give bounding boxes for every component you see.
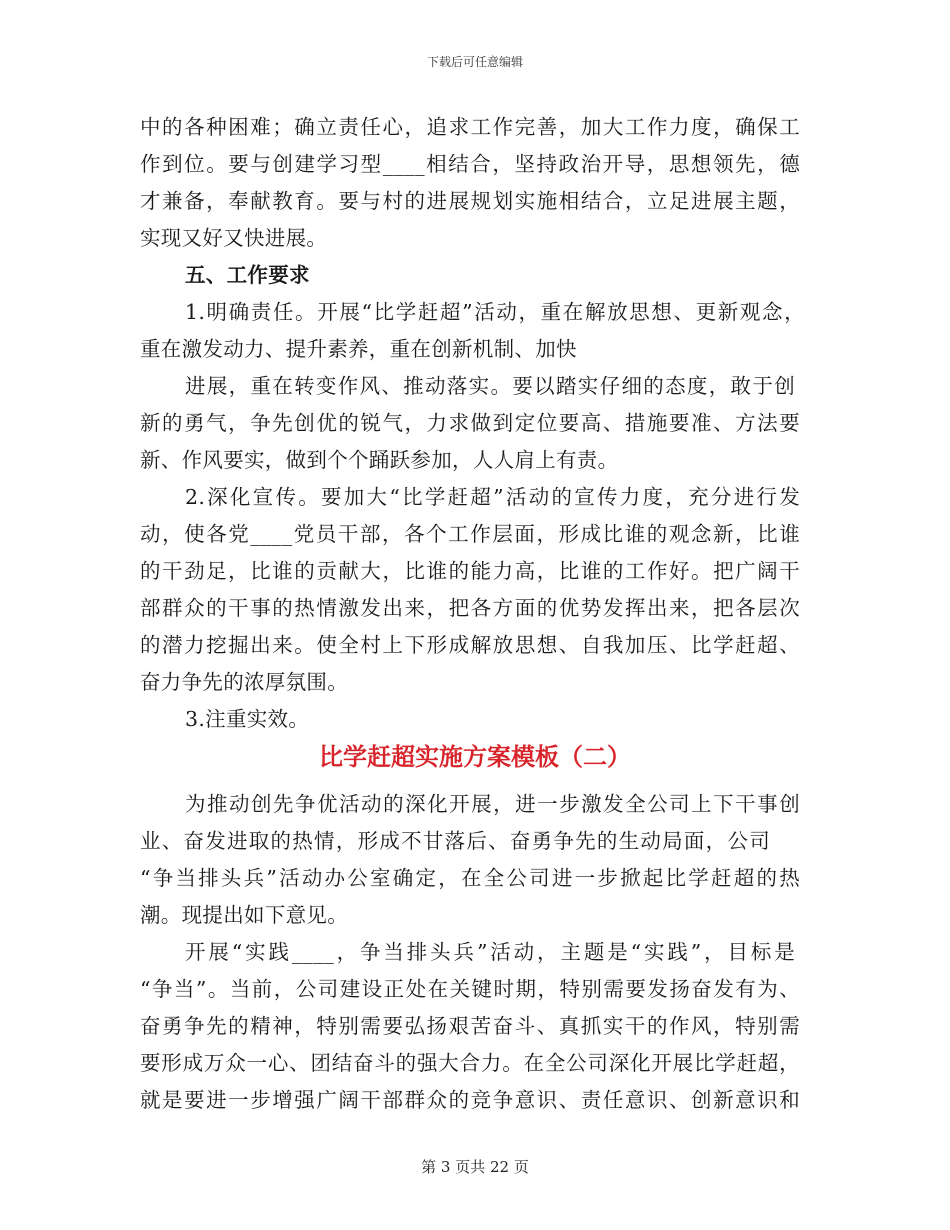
- body-line: 重在激发动力、提升素养，重在创新机制、加快: [140, 337, 577, 361]
- page-footer: 第 3 页共 22 页: [421, 1158, 529, 1176]
- body-line: “争当排头兵”活动办公室确定，在全公司进一步掀起比学赶超的热: [140, 866, 800, 890]
- body-line: 潮。现提出如下意见。: [140, 903, 348, 927]
- body-line: 3.注重实效。: [185, 707, 310, 731]
- body-line: 新、作风要实，做到个个踊跃参加，人人肩上有责。: [140, 448, 619, 472]
- body-line: 部群众的干事的热情激发出来，把各方面的优势发挥出来，把各层次: [140, 596, 800, 620]
- body-line: 为推动创先争优活动的深化开展，进一步激发全公司上下干事创: [185, 792, 800, 816]
- header-note: 下载后可任意编辑: [426, 55, 523, 69]
- body-line: 奋勇争先的精神，特别需要弘扬艰苦奋斗、真抓实干的作风，特别需: [140, 1014, 800, 1038]
- body-line: 的干劲足，比谁的贡献大，比谁的能力高，比谁的工作好。把广阔干: [140, 559, 800, 583]
- body-line: 2.深化宣传。要加大“比学赶超”活动的宣传力度，充分进行发: [185, 485, 800, 509]
- body-line: 中的各种困难；确立责任心，追求工作完善，加大工作力度，确保工: [140, 115, 800, 139]
- body-line: 新的勇气，争先创优的锐气，力求做到定位要高、措施要准、方法要: [140, 411, 800, 435]
- body-line: 的潜力挖掘出来。使全村上下形成解放思想、自我加压、比学赶超、: [140, 633, 800, 657]
- body-line: 实现又好又快进展。: [140, 226, 328, 250]
- body-line: 作到位。要与创建学习型____相结合，坚持政治开导，思想领先，德: [140, 152, 800, 176]
- body-line: 开展“实践____，争当排头兵”活动，主题是“实践”，目标是: [185, 940, 795, 964]
- body-line: “争当”。当前，公司建设正处在关键时期，特别需要发扬奋发有为、: [140, 977, 800, 1001]
- body-line: 就是要进一步增强广阔干部群众的竞争意识、责任意识、创新意识和: [140, 1088, 800, 1112]
- body-line: 动，使各党____党员干部，各个工作层面，形成比谁的观念新，比谁: [140, 522, 800, 546]
- body-line: 才兼备，奉献教育。要与村的进展规划实施相结合，立足进展主题，: [140, 189, 800, 213]
- body-line: 奋力争先的浓厚氛围。: [140, 670, 348, 694]
- body-line: 业、奋发进取的热情，形成不甘落后、奋勇争先的生动局面，公司: [140, 829, 770, 853]
- section-heading: 五、工作要求: [185, 263, 310, 287]
- body-line: 进展，重在转变作风、推动落实。要以踏实仔细的态度，敢于创: [185, 374, 795, 398]
- body-line: 要形成万众一心、团结奋斗的强大合力。在全公司深化开展比学赶超，: [140, 1051, 800, 1075]
- section-title: 比学赶超实施方案模板（二）: [319, 743, 631, 771]
- body-line: 1.明确责任。开展“比学赶超”活动，重在解放思想、更新观念，: [185, 300, 805, 324]
